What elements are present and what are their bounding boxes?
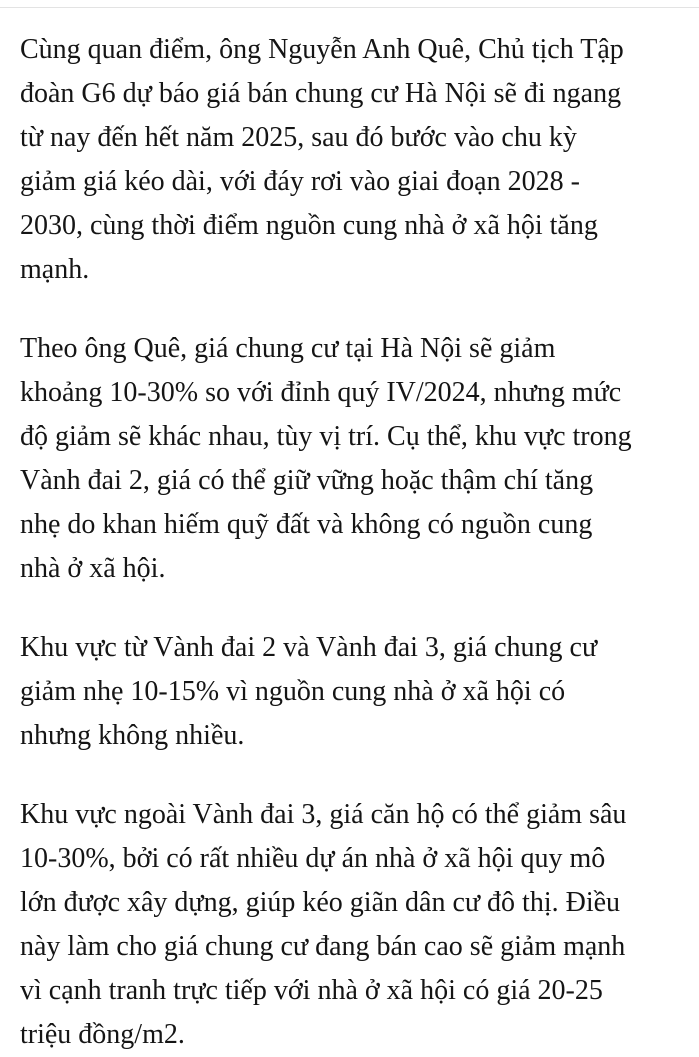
article-paragraph: Khu vực ngoài Vành đai 3, giá căn hộ có thể giảm sâu 10-30%, bởi có rất nhiều dự án nhà ở xã hội quy mô lớn được xây dựng, giúp kéo giãn dân cư đô thị. Điều này làm cho giá chung cư đang bán cao sẽ giảm mạnh vì cạnh tranh trực tiếp với nhà ở xã hội có giá 20-25 triệu đồng/m2.	[20, 799, 627, 1050]
article-paragraph: Khu vực từ Vành đai 2 và Vành đai 3, giá chung cư giảm nhẹ 10-15% vì nguồn cung nhà ở xã hội có nhưng không nhiều.	[20, 632, 598, 751]
article-paragraph: Theo ông Quê, giá chung cư tại Hà Nội sẽ giảm khoảng 10-30% so với đỉnh quý IV/2024, nhưng mức độ giảm sẽ khác nhau, tùy vị trí. Cụ thể, khu vực trong Vành đai 2, giá có thể giữ vững hoặc thậm chí tăng nhẹ do khan hiếm quỹ đất và không có nguồn cung nhà ở xã hội.	[20, 333, 632, 584]
article-paragraph: Cùng quan điểm, ông Nguyễn Anh Quê, Chủ tịch Tập đoàn G6 dự báo giá bán chung cư Hà Nội sẽ đi ngang từ nay đến hết năm 2025, sau đó bước vào chu kỳ giảm giá kéo dài, với đáy rơi vào giai đoạn 2028 - 2030, cùng thời điểm nguồn cung nhà ở xã hội tăng mạnh.	[20, 34, 624, 285]
article-body	[20, 28, 692, 1057]
top-divider	[0, 0, 699, 8]
